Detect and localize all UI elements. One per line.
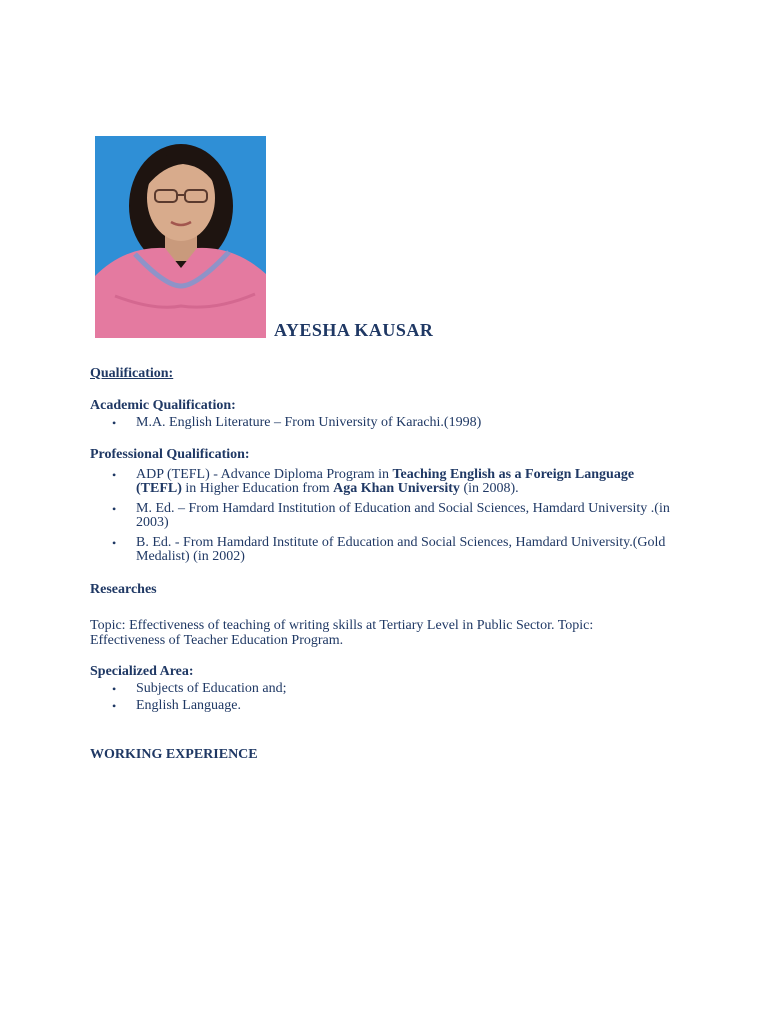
academic-qualification-heading: Academic Qualification:	[90, 398, 236, 413]
bullet-icon: •	[112, 416, 117, 430]
list-item	[90, 416, 680, 430]
bullet-icon: •	[112, 468, 117, 482]
person-name: AYESHA KAUSAR	[274, 320, 434, 340]
text-run: (in 2008).	[459, 481, 519, 496]
professional-list	[90, 468, 680, 570]
specialized-item-text: Subjects of Education and;	[136, 681, 287, 696]
professional-item-text: M. Ed. – From Hamdard Institution of Education and Social Sciences, Hamdard University .(in 2003)	[136, 501, 670, 530]
specialized-item-text: English Language.	[136, 698, 241, 713]
professional-item-text	[136, 467, 634, 496]
researches-heading: Researches	[90, 582, 157, 597]
academic-list	[90, 416, 680, 436]
list-item	[90, 699, 680, 713]
bullet-icon: •	[112, 699, 117, 713]
text-run: ADP (TEFL) - Advance Diploma Program in	[136, 467, 393, 482]
specialized-list	[90, 682, 680, 719]
emphasis-text: Aga Khan University	[333, 481, 460, 496]
list-item	[90, 502, 680, 530]
list-item	[90, 682, 680, 696]
list-item	[90, 536, 680, 564]
qualification-heading: Qualification:	[90, 366, 174, 381]
bullet-icon: •	[112, 536, 117, 550]
profile-photo	[95, 136, 266, 338]
emphasis-text: Teaching English as a Foreign Language (TEFL)	[136, 467, 635, 496]
text-run: in Higher Education from	[181, 481, 334, 496]
bullet-icon: •	[112, 682, 117, 696]
bullet-icon: •	[112, 502, 117, 516]
professional-qualification-heading: Professional Qualification:	[90, 447, 250, 462]
researches-text: Topic: Effectiveness of teaching of writing skills at Tertiary Level in Public Sector. Topic: Effectiveness of Teacher Education Program.	[90, 618, 594, 648]
working-experience-heading: WORKING EXPERIENCE	[90, 747, 258, 762]
specialized-area-heading: Specialized Area:	[90, 664, 194, 679]
list-item	[90, 468, 680, 496]
professional-item-text: B. Ed. - From Hamdard Institute of Education and Social Sciences, Hamdard University.(Gold Medalist) (in 2002)	[136, 535, 666, 564]
profile-photo-image	[95, 136, 266, 338]
academic-item-text: M.A. English Literature – From University of Karachi.(1998)	[136, 415, 482, 430]
